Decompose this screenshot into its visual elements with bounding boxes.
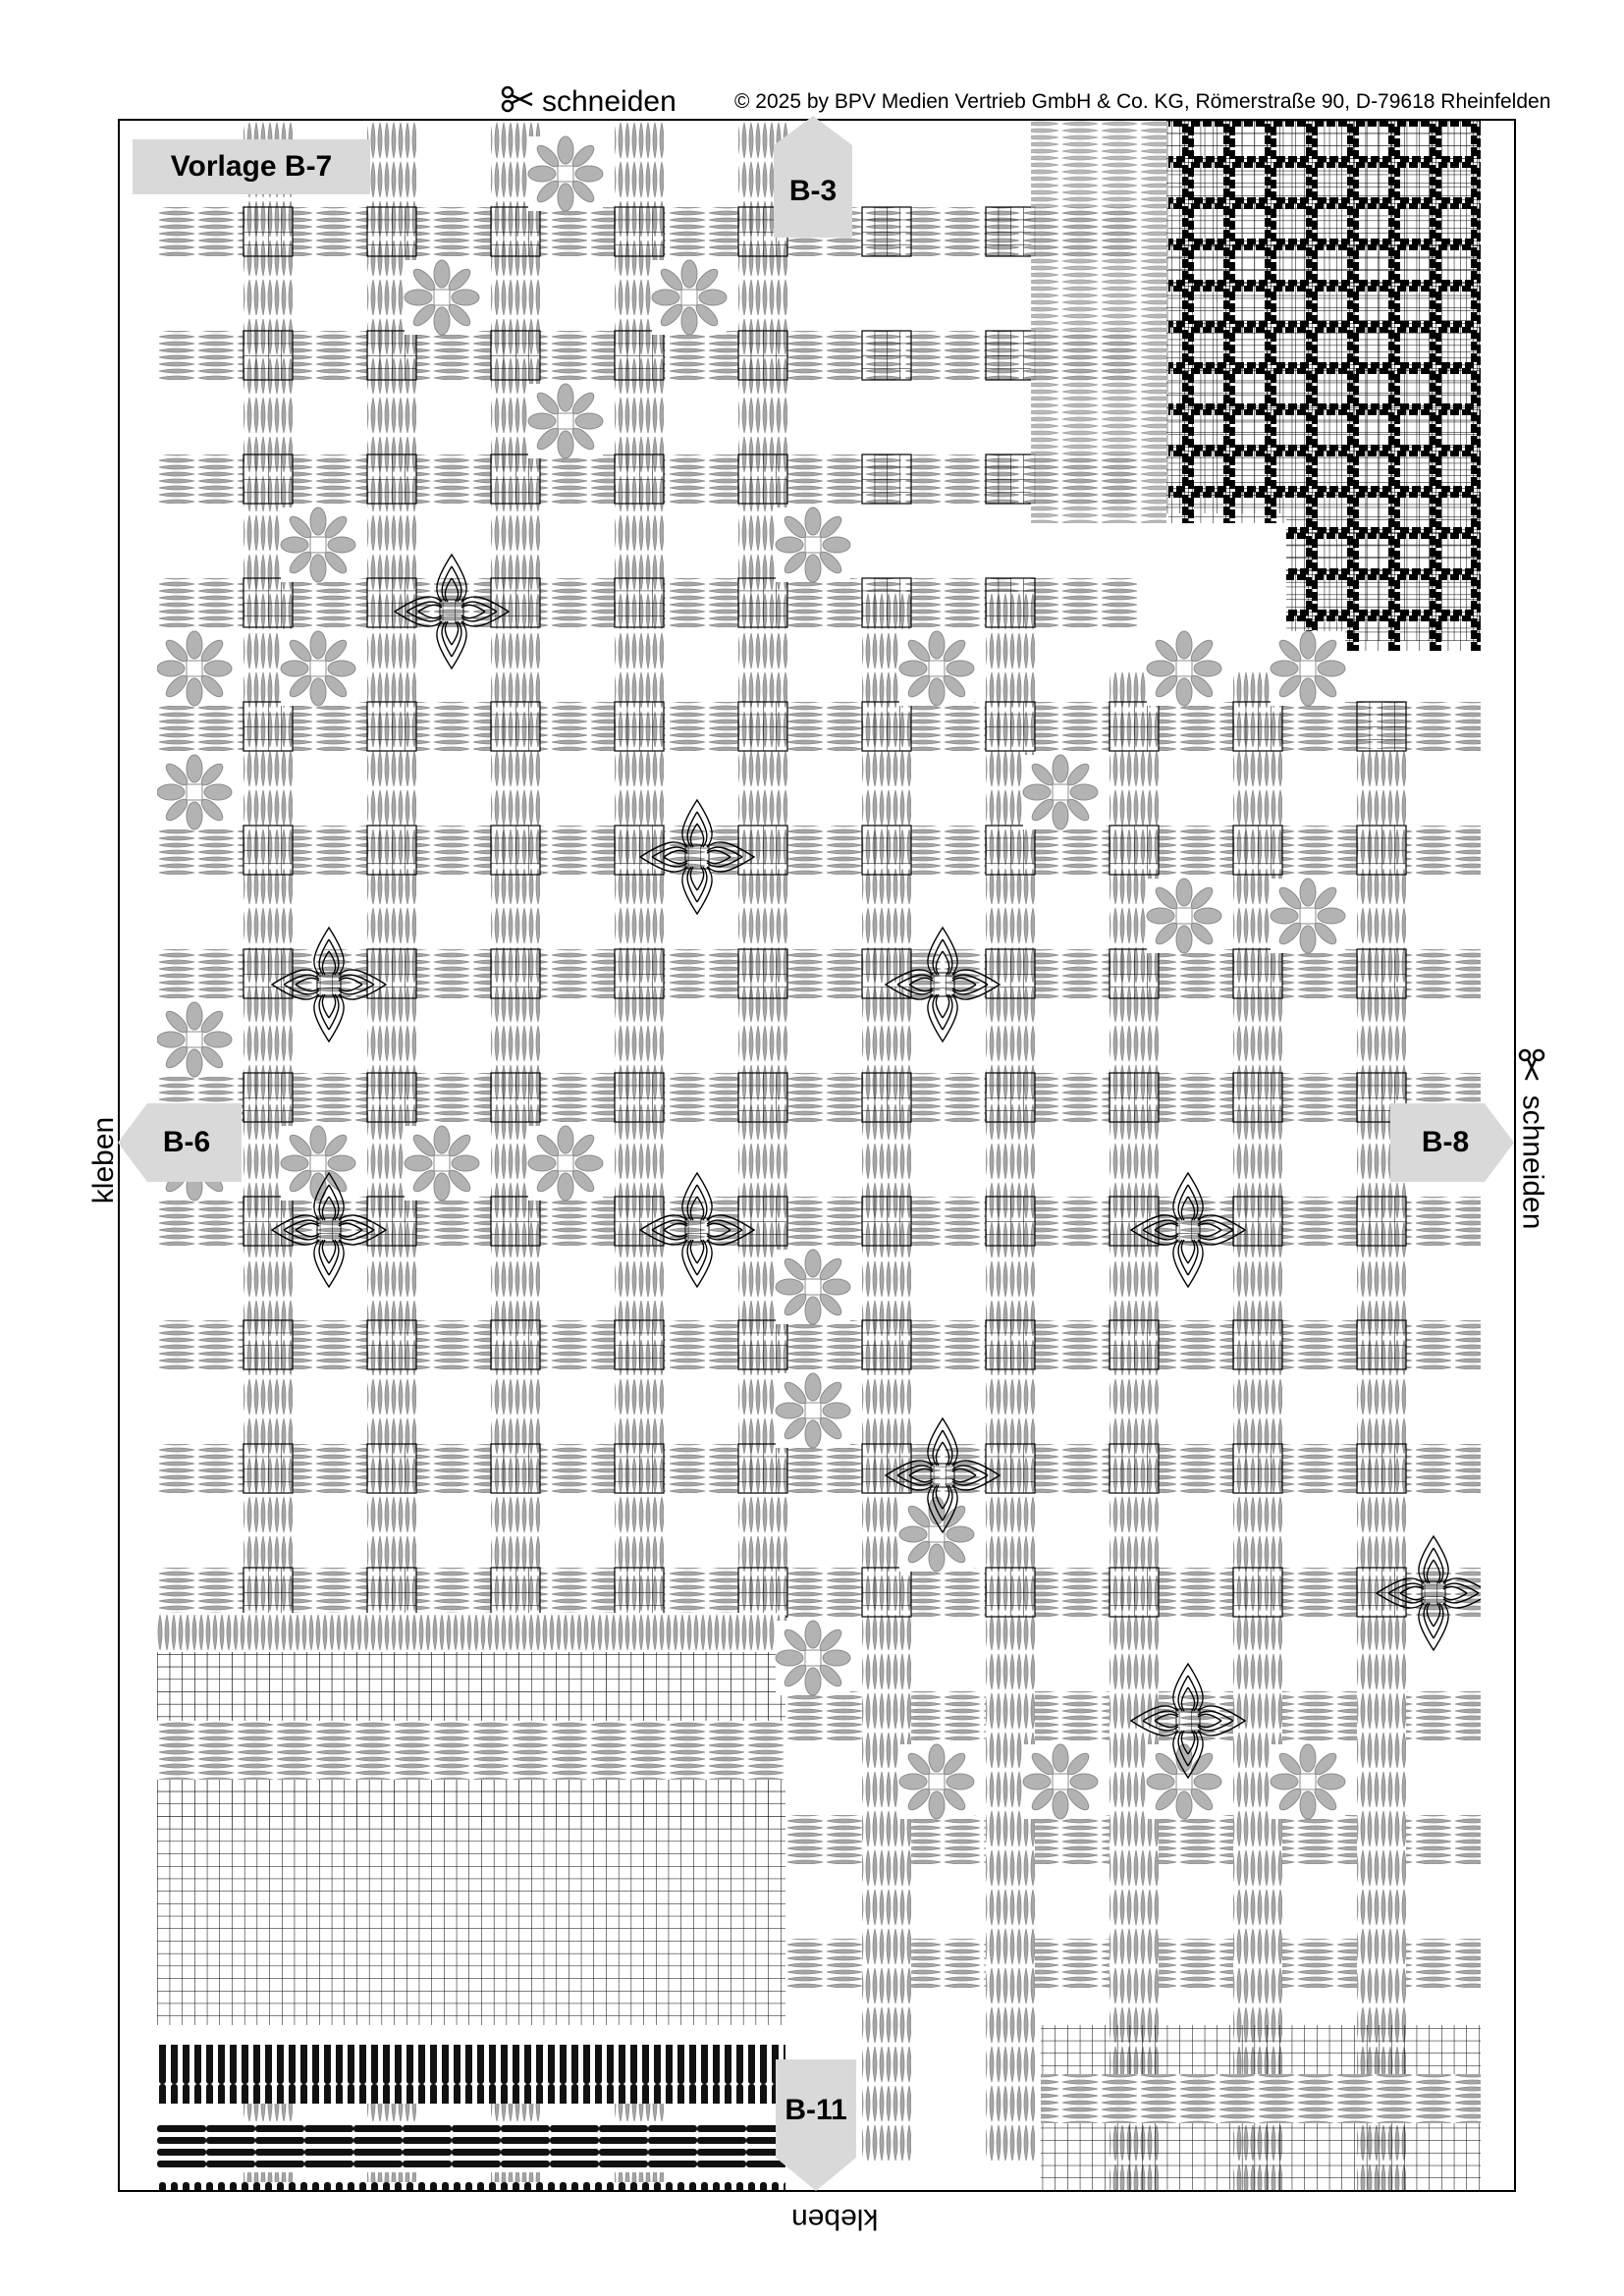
- tab-bottom-label: B-11: [785, 2094, 847, 2126]
- tab-left-label: B-6: [162, 1126, 211, 1158]
- scissors-icon: [501, 84, 534, 119]
- cut-instruction-top: [501, 84, 677, 119]
- copyright-notice: © 2025 by BPV Medien Vertrieb GmbH & Co. KG, Römerstraße 90, D-79618 Rheinfelden: [734, 90, 1551, 113]
- glue-label-left: kleben: [87, 1116, 120, 1204]
- stitch-pattern: [157, 121, 1481, 2192]
- tab-top-label: B-3: [788, 175, 838, 207]
- tab-bottom: [776, 2059, 856, 2191]
- cut-instruction-right: [1512, 1048, 1551, 1245]
- tab-right-label: B-8: [1421, 1126, 1470, 1158]
- tab-right: [1390, 1103, 1514, 1182]
- cut-label-right: schneiden: [1516, 1095, 1548, 1230]
- tab-top: [774, 116, 852, 238]
- pattern-frame: [118, 119, 1516, 2192]
- cut-label-top: schneiden: [542, 84, 677, 118]
- template-title-badge: Vorlage B-7: [133, 139, 370, 194]
- scissors-icon: [1517, 1048, 1546, 1087]
- header-bar: [0, 0, 1624, 118]
- glue-label-bottom: kleben: [790, 2203, 879, 2235]
- tab-left: [118, 1103, 242, 1182]
